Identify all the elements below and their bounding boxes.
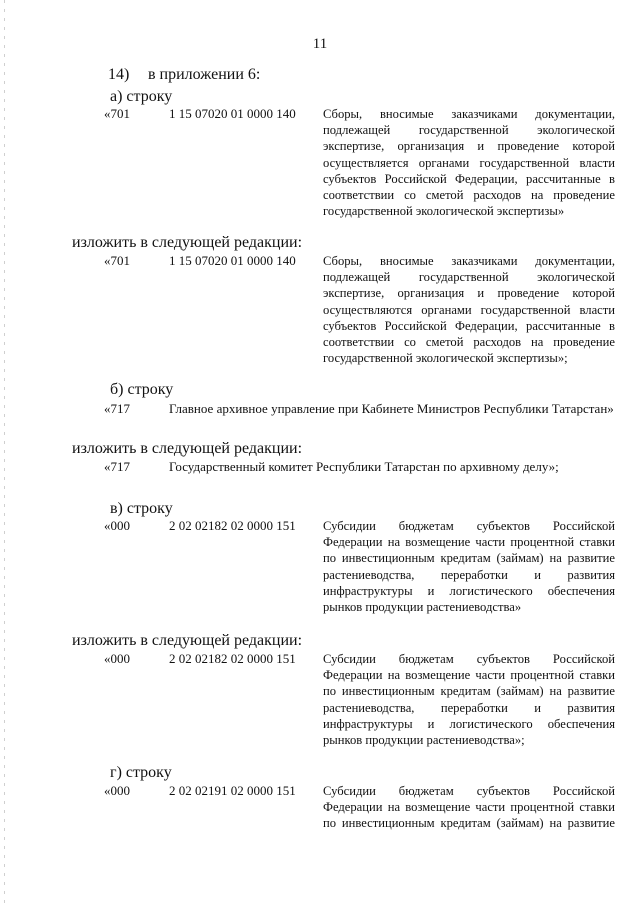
section-g-old-quote: «000	[104, 783, 130, 798]
redaction-label-b: изложить в следующей редакции:	[72, 440, 303, 457]
section-v-old-description: Субсидии бюджетам субъектов Российской Федерации на возмещение части процентной ставки по инвестиционным кредитам (займам) на развитие растениеводства, переработки и развития инфраструктуры и логистического обеспечения рынков продукции растениеводства»	[323, 519, 615, 615]
section-a-old-code: 1 15 07020 01 0000 140	[169, 106, 296, 121]
section-b-label: б) строку	[110, 381, 174, 398]
item-14-text: в приложении 6:	[148, 66, 261, 83]
item-14-number: 14)	[108, 66, 130, 83]
section-b-new-quote: «717	[104, 459, 130, 474]
section-v-label: в) строку	[110, 500, 173, 517]
section-g-old-code: 2 02 02191 02 0000 151	[169, 783, 296, 798]
section-g-old-description: Субсидии бюджетам субъектов Российской Федерации на возмещение части процентной ставки по инвестиционным кредитам (займам) на развитие	[323, 784, 615, 831]
section-a-old-quote: «701	[104, 106, 130, 121]
section-a-new-code: 1 15 07020 01 0000 140	[169, 253, 296, 268]
section-v-old-quote: «000	[104, 518, 130, 533]
section-a-new-quote: «701	[104, 253, 130, 268]
redaction-label-a: изложить в следующей редакции:	[72, 234, 303, 251]
section-b-old-quote: «717	[104, 401, 130, 416]
section-a-new-description: Сборы, вносимые заказчиками документации, подлежащей государственной экологической экспертизе, организация и проведение которой осуществляются органами государственной власти субъектов Российской Федерации, рассчитанные в соответствии со сметой расходов на проведение государственной экологической экспертизы»;	[323, 254, 615, 366]
scan-margin-line	[4, 0, 5, 905]
page-number: 11	[312, 36, 328, 52]
section-v-new-code: 2 02 02182 02 0000 151	[169, 651, 296, 666]
section-v-new-description: Субсидии бюджетам субъектов Российской Федерации на возмещение части процентной ставки по инвестиционным кредитам (займам) на развитие растениеводства, переработки и развития инфраструктуры и логистического обеспечения рынков продукции растениеводства»;	[323, 652, 615, 748]
section-b-new-text: Государственный комитет Республики Татарстан по архивному делу»;	[169, 459, 559, 474]
section-v-new-quote: «000	[104, 651, 130, 666]
section-v-old-code: 2 02 02182 02 0000 151	[169, 518, 296, 533]
redaction-label-v: изложить в следующей редакции:	[72, 632, 303, 649]
section-g-label: г) строку	[110, 764, 172, 781]
section-a-old-description: Сборы, вносимые заказчиками документации, подлежащей государственной экологической экспертизе, организация и проведение которой осуществляется органами государственной власти субъектов Российской Федерации, рассчитанные в соответствии со сметой расходов на проведение государственной экологической экспертизы»	[323, 107, 615, 219]
section-a-label: а) строку	[110, 88, 173, 105]
section-b-old-text: Главное архивное управление при Кабинете Министров Республики Татарстан»	[169, 401, 614, 416]
